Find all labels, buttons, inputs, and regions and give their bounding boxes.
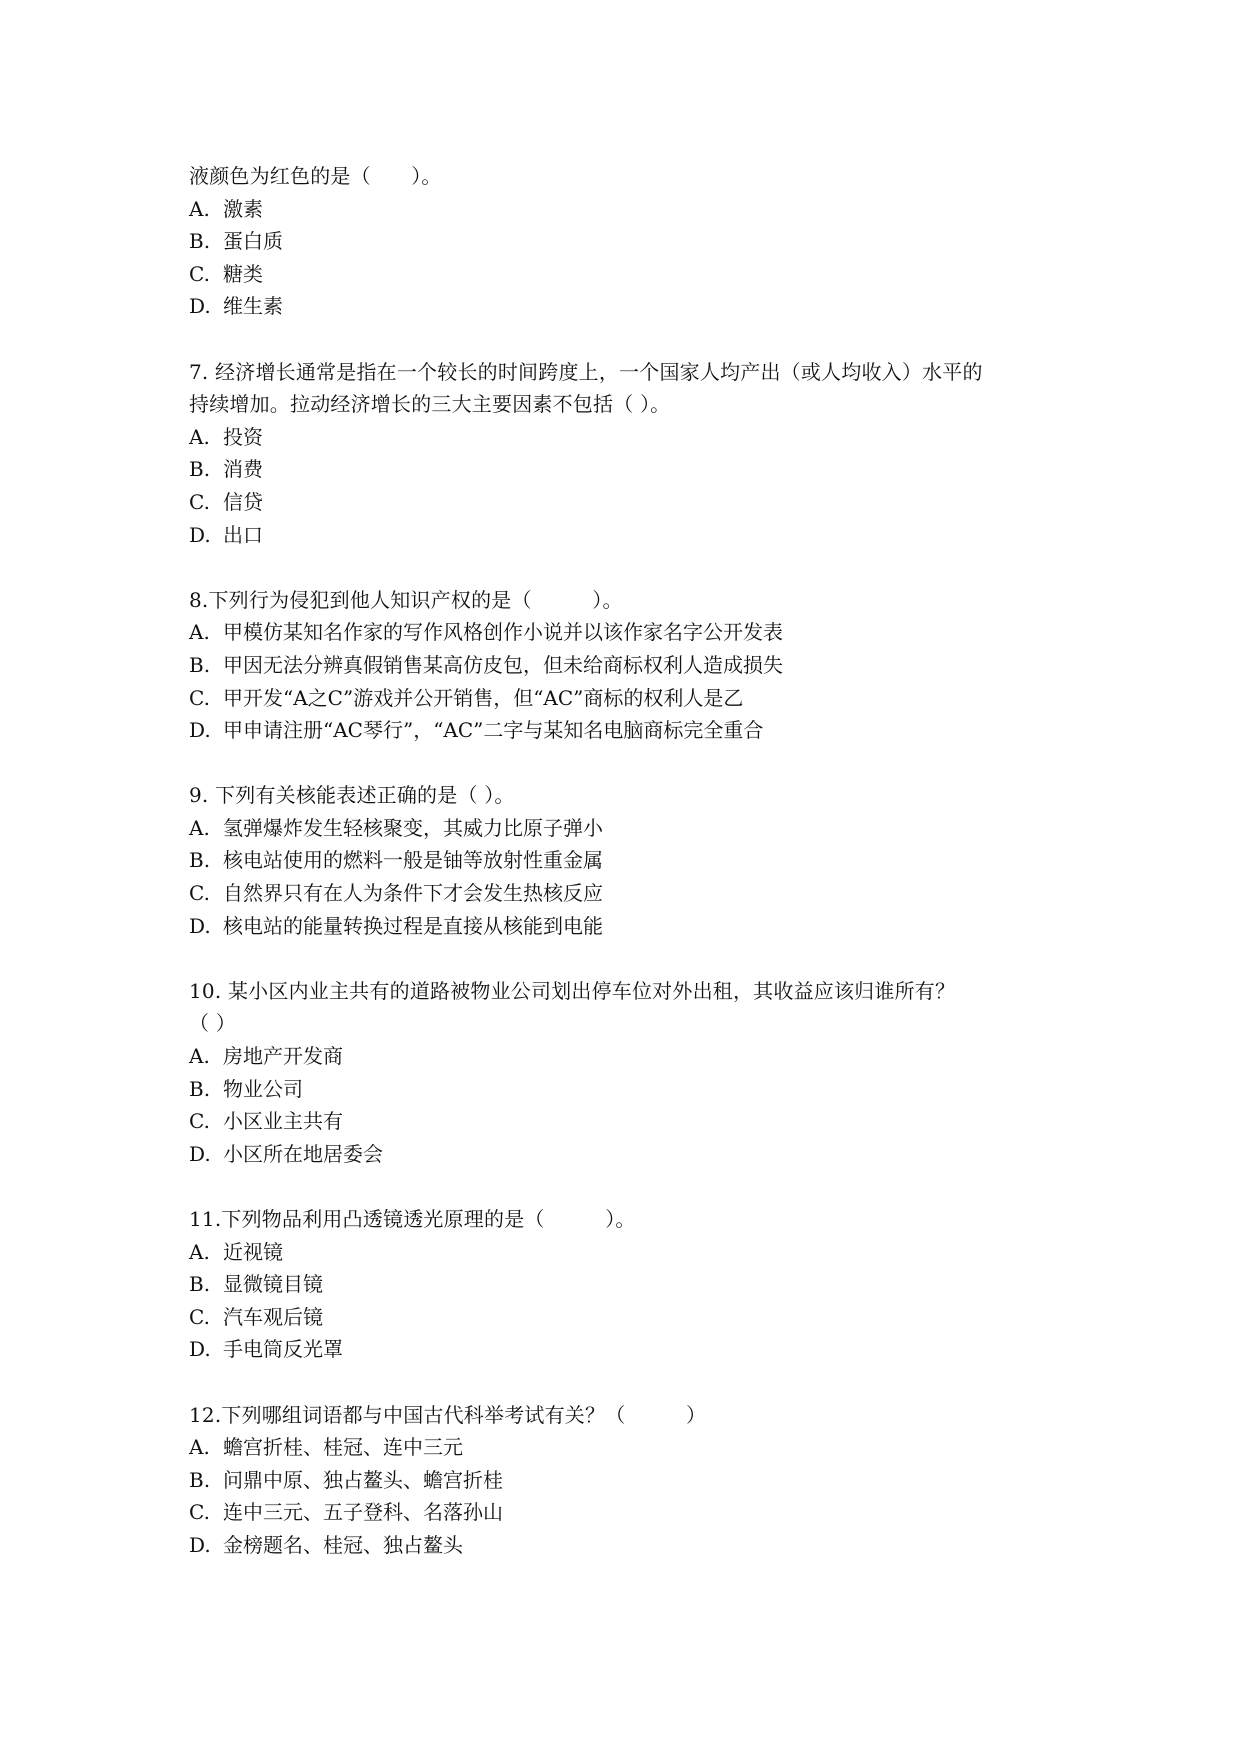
- option-letter: A.: [189, 196, 210, 221]
- option-letter: A.: [189, 620, 210, 645]
- option-a: [189, 193, 1069, 226]
- option-d: [189, 714, 1069, 747]
- option-text: 氢弹爆炸发生轻核聚变，其威力比原子弹小: [223, 815, 603, 840]
- option-text: 金榜题名、桂冠、独占鳌头: [223, 1532, 463, 1557]
- option-text: 连中三元、五子登科、名落孙山: [223, 1500, 503, 1525]
- option-text: 显微镜目镜: [223, 1272, 323, 1297]
- option-d: [189, 1333, 1069, 1366]
- option-text: 自然界只有在人为条件下才会发生热核反应: [223, 881, 603, 906]
- option-text: 投资: [223, 424, 263, 449]
- option-letter: C.: [189, 881, 210, 906]
- option-text: 物业公司: [223, 1076, 303, 1101]
- question-10: [189, 975, 1069, 1171]
- option-letter: D.: [189, 294, 211, 319]
- question-9: [189, 779, 1069, 942]
- option-text: 核电站使用的燃料一般是铀等放射性重金属: [223, 848, 603, 873]
- question-12: [189, 1399, 1069, 1562]
- question-text-line: 11.下列物品利用凸透镜透光原理的是（ ）。: [189, 1207, 636, 1231]
- option-letter: B.: [189, 1076, 211, 1101]
- option-b: [189, 225, 1069, 258]
- option-a: [189, 1431, 1069, 1464]
- option-a: [189, 1236, 1069, 1269]
- option-letter: A.: [189, 1239, 210, 1264]
- option-text: 蛋白质: [223, 229, 283, 254]
- option-text: 消费: [223, 457, 263, 482]
- option-a: [189, 812, 1069, 845]
- option-letter: C.: [189, 1304, 210, 1329]
- option-letter: D.: [189, 913, 211, 938]
- option-letter: B.: [189, 229, 211, 254]
- question-tail-line: 液颜色为红色的是（ ）。: [189, 164, 442, 188]
- question-text-line: 持续增加。拉动经济增长的三大主要因素不包括（ ）。: [189, 392, 671, 417]
- option-letter: B.: [189, 457, 211, 482]
- option-text: 手电筒反光罩: [223, 1337, 343, 1362]
- option-a: [189, 616, 1069, 649]
- option-d: [189, 519, 1069, 552]
- option-letter: A.: [189, 1435, 210, 1460]
- option-letter: B.: [189, 652, 211, 677]
- question-text-line: 10. 某小区内业主共有的道路被物业公司划出停车位对外出租，其收益应该归谁所有？: [189, 978, 956, 1003]
- option-b: [189, 1464, 1069, 1497]
- option-b: [189, 844, 1069, 877]
- option-c: [189, 682, 1069, 715]
- option-letter: C.: [189, 1500, 210, 1525]
- question-7: [189, 356, 1069, 552]
- option-b: [189, 1268, 1069, 1301]
- option-text: 近视镜: [223, 1239, 283, 1264]
- question-8: [189, 584, 1069, 747]
- option-text: 激素: [223, 196, 263, 221]
- question-text-line: 12.下列哪组词语都与中国古代科举考试有关？（ ）: [189, 1402, 707, 1427]
- option-text: 信贷: [223, 489, 263, 514]
- continued-question: [189, 160, 1069, 323]
- option-letter: C.: [189, 261, 210, 286]
- option-d: [189, 1529, 1069, 1562]
- option-text: 糖类: [223, 261, 263, 286]
- option-letter: B.: [189, 1467, 211, 1492]
- option-a: [189, 1040, 1069, 1073]
- option-letter: C.: [189, 685, 210, 710]
- question-text-line: 7. 经济增长通常是指在一个较长的时间跨度上，一个国家人均产出（或人均收入）水平的: [189, 359, 983, 384]
- option-letter: A.: [189, 424, 210, 449]
- exam-page: [189, 160, 1069, 1562]
- option-text: 蟾宫折桂、桂冠、连中三元: [223, 1435, 463, 1460]
- option-a: [189, 421, 1069, 454]
- option-letter: D.: [189, 1141, 211, 1166]
- option-b: [189, 453, 1069, 486]
- option-b: [189, 1073, 1069, 1106]
- option-c: [189, 486, 1069, 519]
- option-letter: A.: [189, 1044, 210, 1069]
- option-text: 房地产开发商: [223, 1044, 343, 1069]
- option-b: [189, 649, 1069, 682]
- option-text: 甲申请注册“AC琴行”，“AC”二字与某知名电脑商标完全重合: [223, 718, 764, 743]
- option-letter: D.: [189, 1532, 211, 1557]
- option-text: 甲模仿某知名作家的写作风格创作小说并以该作家名字公开发表: [223, 620, 783, 645]
- option-c: [189, 1105, 1069, 1138]
- option-letter: D.: [189, 718, 211, 743]
- option-letter: B.: [189, 848, 211, 873]
- option-d: [189, 910, 1069, 943]
- option-letter: B.: [189, 1272, 211, 1297]
- option-letter: A.: [189, 815, 210, 840]
- option-text: 核电站的能量转换过程是直接从核能到电能: [223, 913, 603, 938]
- option-text: 出口: [223, 522, 263, 547]
- option-text: 甲因无法分辨真假销售某高仿皮包，但未给商标权利人造成损失: [223, 652, 783, 677]
- option-text: 甲开发“A之C”游戏并公开销售，但“AC”商标的权利人是乙: [223, 685, 744, 710]
- question-text-line: 9. 下列有关核能表述正确的是（ ）。: [189, 783, 515, 808]
- option-letter: C.: [189, 1109, 210, 1134]
- question-11: [189, 1203, 1069, 1366]
- option-c: [189, 1301, 1069, 1334]
- question-text-line: （ ）: [189, 1011, 236, 1036]
- option-c: [189, 877, 1069, 910]
- option-text: 问鼎中原、独占鳌头、蟾宫折桂: [223, 1467, 503, 1492]
- option-letter: D.: [189, 1337, 211, 1362]
- option-text: 维生素: [223, 294, 283, 319]
- option-text: 小区业主共有: [223, 1109, 343, 1134]
- option-letter: D.: [189, 522, 211, 547]
- option-d: [189, 290, 1069, 323]
- question-text-line: 8.下列行为侵犯到他人知识产权的是（ ）。: [189, 587, 623, 612]
- option-text: 小区所在地居委会: [223, 1141, 383, 1166]
- option-letter: C.: [189, 489, 210, 514]
- option-text: 汽车观后镜: [223, 1304, 323, 1329]
- option-c: [189, 258, 1069, 291]
- option-c: [189, 1496, 1069, 1529]
- option-d: [189, 1138, 1069, 1171]
